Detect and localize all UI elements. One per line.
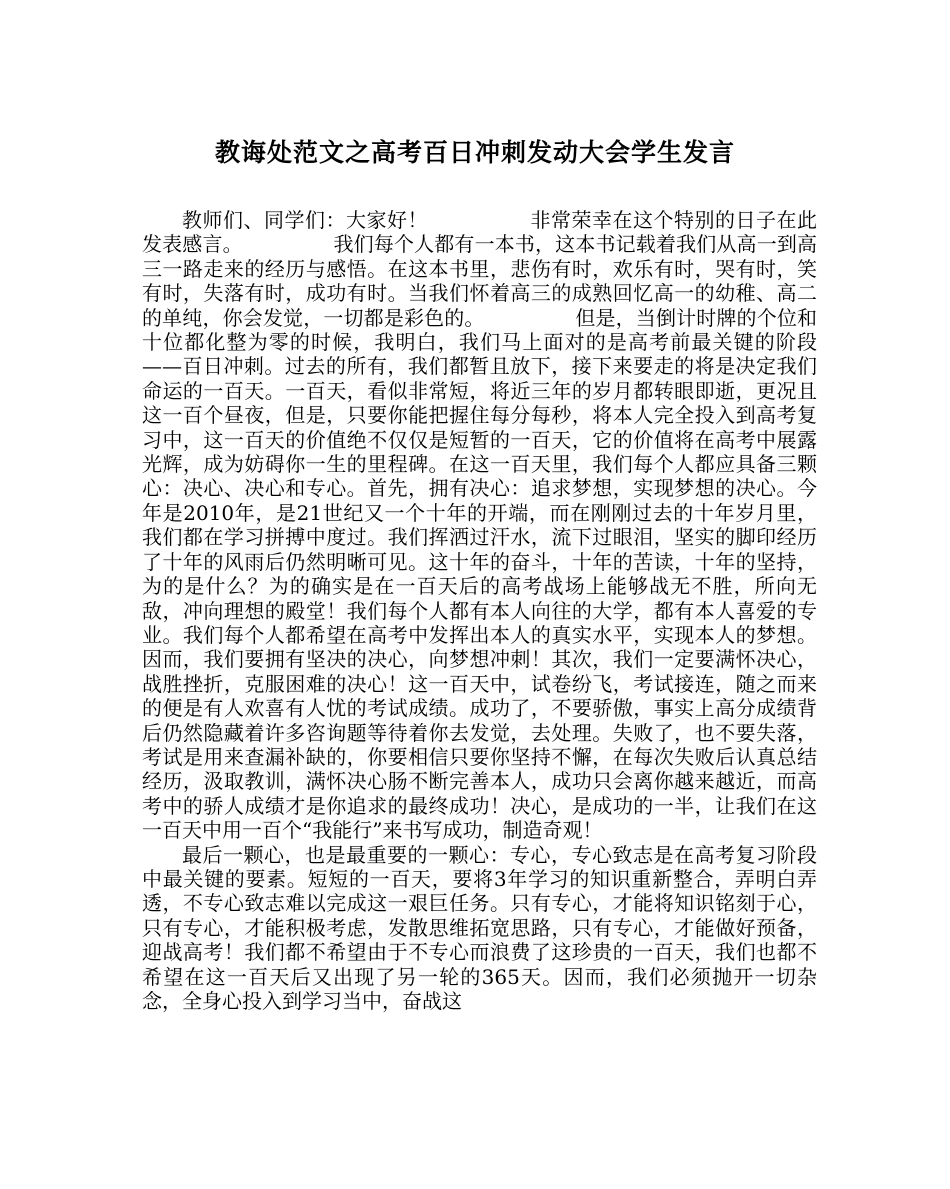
body-paragraph-1: 教师们、同学们：大家好！ 非常荣幸在这个特别的日子在此发表感言。 我们每个人都有一本书，这本书记载着我们从高一到高三一路走来的经历与感悟。在这本书里，悲伤有时，欢乐有时，哭有时，笑有时，失落有时，成功有时。当我们怀着高三的成熟回忆高一的幼稚、高二的单纯，你会发觉，一切都是彩色的。 但是，当倒计时牌的个位和十位都化整为零的时候，我明白，我们马上面对的是高考前最关键的阶段——百日冲刺。过去的所有，我们都暂且放下，接下来要走的将是决定我们命运的一百天。一百天，看似非常短，将近三年的岁月都转眼即逝，更况且这一百个昼夜，但是，只要你能把握住每分每秒，将本人完全投入到高考复习中，这一百天的价值绝不仅仅是短暂的一百天，它的价值将在高考中展露光辉，成为妨碍你一生的里程碑。在这一百天里，我们每个人都应具备三颗心：决心、决心和专心。首先，拥有决心：追求梦想，实现梦想的决心。今年是2010年，是21世纪又一个十年的开端，而在刚刚过去的十年岁月里，我们都在学习拼搏中度过。我们挥洒过汗水，流下过眼泪，坚实的脚印经历了十年的风雨后仍然明晰可见。这十年的奋斗，十年的苦读，十年的坚持，为的是什么？为的确实是在一百天后的高考战场上能够战无不胜，所向无敌，冲向理想的殿堂！我们每个人都有本人向往的大学，都有本人喜爱的专业。我们每个人都希望在高考中发挥出本人的真实水平，实现本人的梦想。因而，我们要拥有坚决的决心，向梦想冲刺！其次，我们一定要满怀决心，战胜挫折，克服困难的决心！这一百天中，试卷纷飞，考试接连，随之而来的便是有人欢喜有人忧的考试成绩。成功了，不要骄傲，事实上高分成绩背后仍然隐藏着许多咨询题等待着你去发觉，去处理。失败了，也不要失落，考试是用来查漏补缺的，你要相信只要你坚持不懈，在每次失败后认真总结经历，汲取教训，满怀决心肠不断完善本人，成功只会离你越来越近，而高考中的骄人成绩才是你追求的最终成功！决心，是成功的一半，让我们在这一百天中用一百个“我能行”来书写成功，制造奇观！ [142, 208, 817, 843]
document-body [142, 208, 817, 1068]
body-paragraph-2: 最后一颗心，也是最重要的一颗心：专心，专心致志是在高考复习阶段中最关键的要素。短短的一百天，要将3年学习的知识重新整合，弄明白弄透，不专心致志难以完成这一艰巨任务。只有专心，才能将知识铭刻于心，只有专心，才能积极考虑，发散思维拓宽思路，只有专心，才能做好预备，迎战高考！我们都不希望由于不专心而浪费了这珍贵的一百天，我们也都不希望在这一百天后又出现了另一轮的365天。因而，我们必须抛开一切杂念，全身心投入到学习当中，奋战这 [142, 842, 817, 1013]
document-title: 教诲处范文之高考百日冲刺发动大会学生发言 [214, 138, 735, 167]
